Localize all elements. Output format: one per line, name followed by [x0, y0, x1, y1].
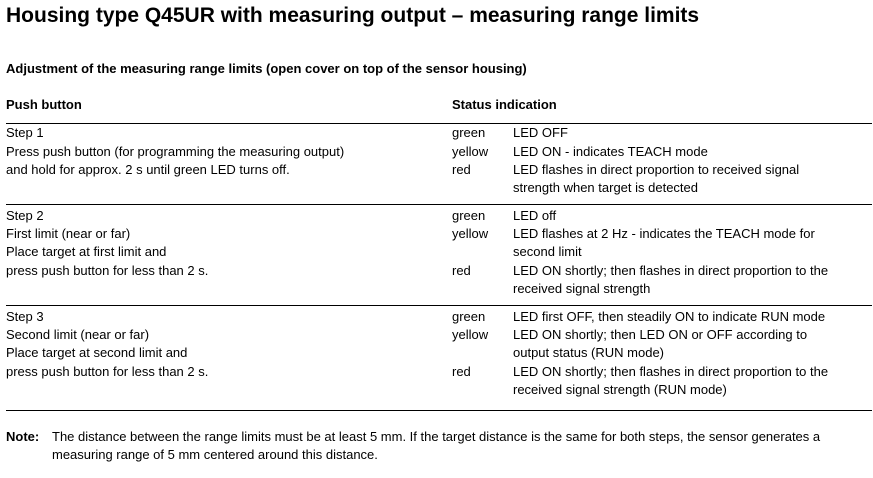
- status-text: LED first OFF, then steadily ON to indicate RUN mode: [513, 309, 826, 324]
- page-title: Housing type Q45UR with measuring output – measuring range limits: [6, 4, 700, 27]
- status-text: LED ON - indicates TEACH mode: [513, 144, 708, 159]
- table-rule: [6, 410, 872, 411]
- step-2-title: Step 2: [6, 208, 44, 223]
- step-2-instruction: Place target at first limit and: [6, 244, 167, 259]
- step-1-instruction: and hold for approx. 2 s until green LED turns off.: [6, 162, 290, 177]
- status-text: LED ON shortly; then flashes in direct proportion to the: [513, 263, 829, 278]
- status-text: LED ON shortly; then LED ON or OFF according to: [513, 327, 808, 342]
- step-3-instruction: Place target at second limit and: [6, 345, 188, 360]
- column-header-status-indication: Status indication: [452, 97, 557, 112]
- led-color-yellow: yellow: [452, 144, 489, 159]
- step-1-title: Step 1: [6, 125, 44, 140]
- step-3-title: Step 3: [6, 309, 44, 324]
- table-rule: [6, 204, 872, 205]
- status-text: output status (RUN mode): [513, 345, 665, 360]
- step-2-instruction: press push button for less than 2 s.: [6, 263, 209, 278]
- section-subtitle: Adjustment of the measuring range limits (open cover on top of the sensor housing): [6, 61, 527, 76]
- led-color-green: green: [452, 125, 486, 140]
- step-3-instruction: Second limit (near or far): [6, 327, 150, 342]
- step-3-instruction: press push button for less than 2 s.: [6, 364, 209, 379]
- led-color-yellow: yellow: [452, 327, 489, 342]
- step-1-instruction: Press push button (for programming the measuring output): [6, 144, 345, 159]
- note-label: Note:: [6, 429, 40, 444]
- led-color-green: green: [452, 309, 486, 324]
- note-text: The distance between the range limits must be at least 5 mm. If the target distance is the same for both steps, the sensor generates a measuring range of 5 mm centered around this distance.: [52, 429, 821, 462]
- status-text: strength when target is detected: [513, 180, 699, 195]
- led-color-red: red: [452, 162, 471, 177]
- status-text: received signal strength (RUN mode): [513, 382, 727, 397]
- led-color-yellow: yellow: [452, 226, 489, 241]
- led-color-green: green: [452, 208, 486, 223]
- table-rule: [6, 123, 872, 124]
- step-2-instruction: First limit (near or far): [6, 226, 131, 241]
- status-text: LED OFF: [513, 125, 568, 140]
- column-header-push-button: Push button: [6, 97, 82, 112]
- status-text: LED flashes in direct proportion to received signal: [513, 162, 800, 177]
- led-color-red: red: [452, 364, 471, 379]
- status-text: second limit: [513, 244, 582, 259]
- status-text: LED off: [513, 208, 557, 223]
- led-color-red: red: [452, 263, 471, 278]
- status-text: LED ON shortly; then flashes in direct proportion to the: [513, 364, 829, 379]
- status-text: LED flashes at 2 Hz - indicates the TEACH mode for: [513, 226, 815, 241]
- status-text: received signal strength: [513, 281, 651, 296]
- table-rule: [6, 305, 872, 306]
